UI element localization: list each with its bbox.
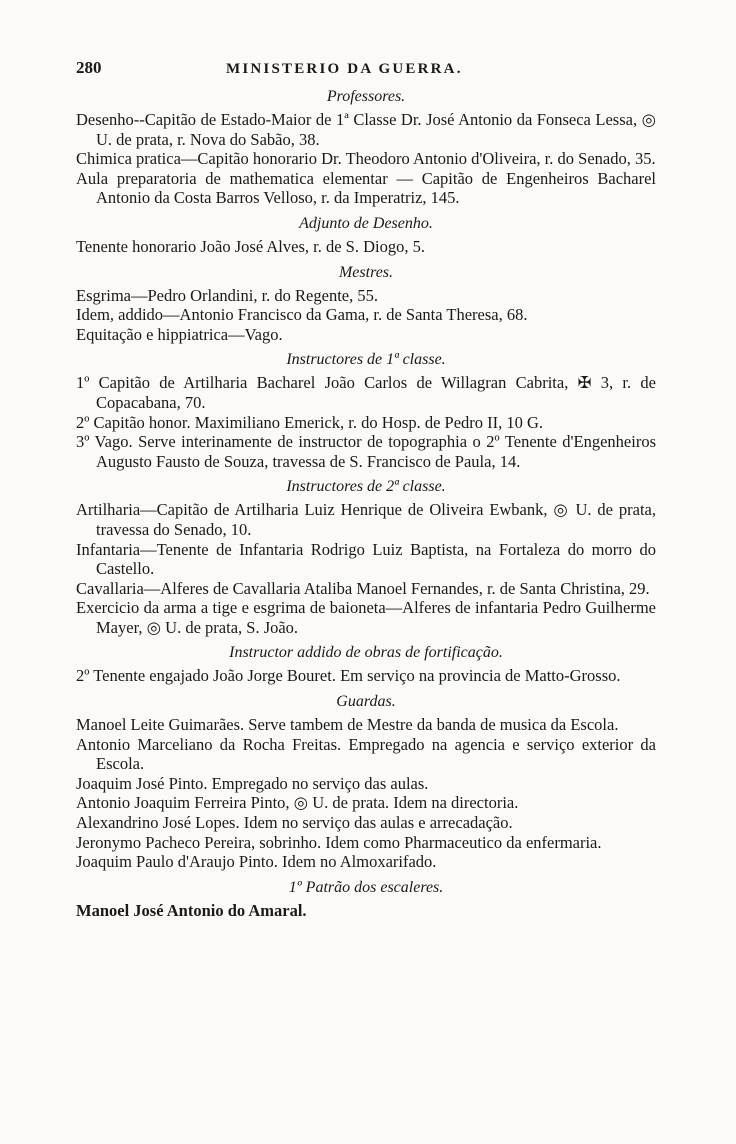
entry-guarda-1: Manoel Leite Guimarães. Serve tambem de Mestre da banda de musica da Escola. [76,715,619,735]
section-heading-professores: Professores. [326,88,406,105]
section-heading-guardas: Guardas. [336,693,396,711]
entry-instructor-3: 3º Vago. Serve interinamente de instructor de topographia o 2º Tenente d'Engenheiros Augusto Fausto de Souza, travessa de S. Francisco de Paula, 14. [76,432,656,471]
entry-instructor-2: 2º Capitão honor. Maximiliano Emerick, r. do Hosp. de Pedro II, 10 G. [76,412,544,432]
entry-patrao: Manoel José Antonio do Amaral. [76,900,307,920]
section-heading-adjunto: Adjunto de Desenho. [299,214,433,232]
entry-guarda-3: Joaquim José Pinto. Empregado no serviço das aulas. [76,773,429,793]
entry-adjunto: Tenente honorario João José Alves, r. de S. Diogo, 5. [76,236,425,256]
section-heading-instructor-addido: Instructor addido de obras de fortificação. [229,644,503,662]
entry-guarda-5: Alexandrino José Lopes. Idem no serviço das aulas e arrecadação. [76,813,513,833]
entry-esgrima: Esgrima—Pedro Orlandini, r. do Regente, 55. [76,285,378,305]
entry-aula-preparatoria: Aula preparatoria de mathematica elementar — Capitão de Engenheiros Bacharel Antonio da Costa Barros Velloso, r. da Imperatriz, 145. [76,168,656,208]
entry-cavallaria: Cavallaria—Alferes de Cavallaria Ataliba Manoel Fernandes, r. de Santa Christina, 29. [76,578,650,598]
entry-guarda-2: Antonio Marceliano da Rocha Freitas. Empregado na agencia e serviço exterior da Escola. [76,734,656,774]
entry-artilharia: Artilharia—Capitão de Artilharia Luiz Henrique de Oliveira Ewbank, ◎ U. de prata, travessa do Senado, 10. [76,500,656,539]
entry-infantaria: Infantaria—Tenente de Infantaria Rodrigo Luiz Baptista, na Fortaleza do morro do Castello. [76,539,656,579]
section-heading-patrao: 1º Patrão dos escaleres. [288,878,444,896]
entry-instructor-1: 1º Capitão de Artilharia Bacharel João Carlos de Willagran Cabrita, ✠ 3, r. de Copacabana, 70. [76,373,656,412]
running-title: MINISTERIO DA GUERRA. [226,61,463,77]
entry-equitacao: Equitação e hippiatrica—Vago. [76,324,283,344]
entry-chimica: Chimica pratica—Capitão honorario Dr. Theodoro Antonio d'Oliveira, r. do Senado, 35. [76,149,656,169]
entry-tenente-engajado: 2º Tenente engajado João Jorge Bouret. Em serviço na provincia de Matto-Grosso. [76,666,621,686]
section-heading-mestres: Mestres. [338,263,394,281]
entry-guarda-6: Jeronymo Pacheco Pereira, sobrinho. Idem como Pharmaceutico da enfermaria. [76,832,602,852]
section-heading-instructores-2: Instructores de 2ª classe. [286,478,446,496]
entry-guarda-4: Antonio Joaquim Ferreira Pinto, ◎ U. de prata. Idem na directoria. [76,793,519,813]
entry-idem-addido: Idem, addido—Antonio Francisco da Gama, r. de Santa Theresa, 68. [76,305,528,325]
page-number: 280 [76,58,102,77]
running-header [76,58,656,84]
section-heading-instructores-1: Instructores de 1ª classe. [286,351,446,369]
entry-exercicio: Exercicio da arma a tige e esgrima de baioneta—Alferes de infantaria Pedro Guilherme Mayer, ◎ U. de prata, S. João. [76,598,656,637]
entry-desenho: Desenho--Capitão de Estado-Maior de 1ª Classe Dr. José Antonio da Fonseca Lessa, ◎ U. de prata, r. Nova do Sabão, 38. [76,110,656,149]
entry-guarda-7: Joaquim Paulo d'Araujo Pinto. Idem no Almoxarifado. [76,852,437,872]
